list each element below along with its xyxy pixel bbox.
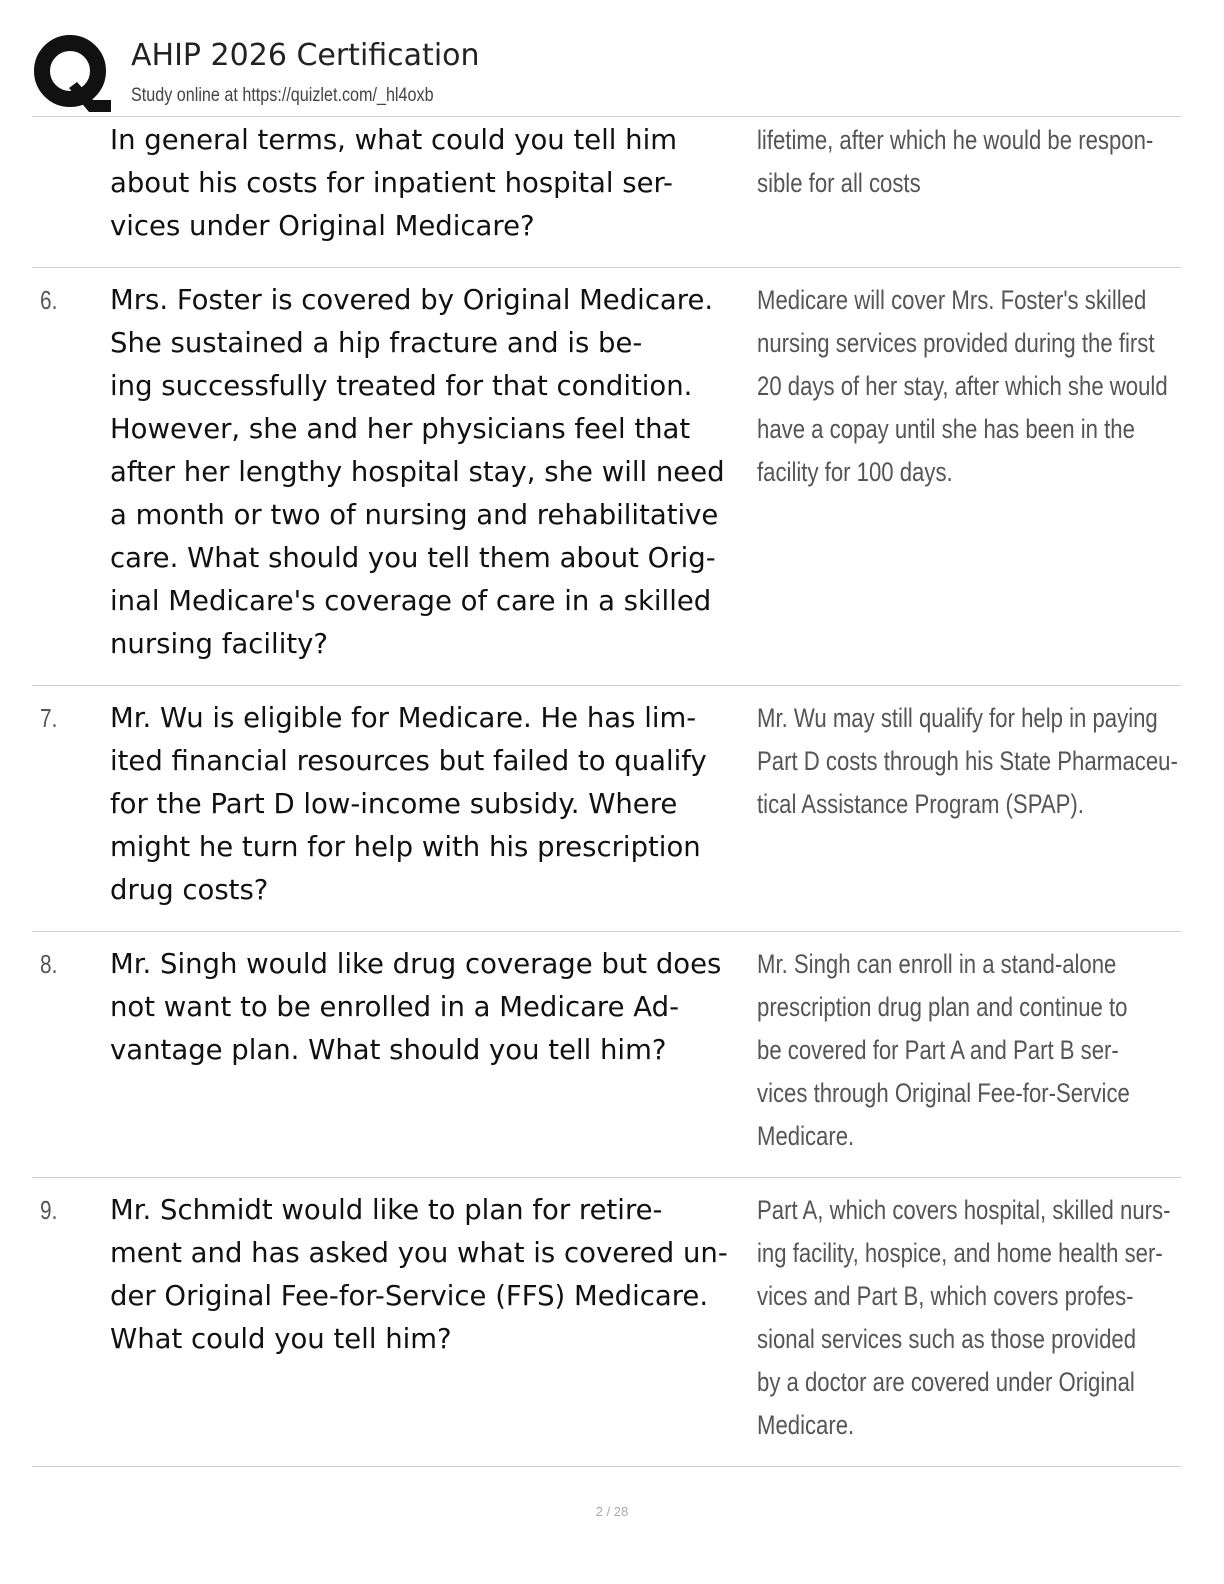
question-line: Mr. Wu is eligible for Medicare. He has lim- xyxy=(110,702,697,734)
question-line: vices under Original Medicare? xyxy=(110,210,535,242)
card-question xyxy=(110,279,760,666)
divider xyxy=(32,116,1181,117)
answer-line: Mr. Wu may still qualify for help in paying xyxy=(757,703,1158,733)
answer-line: vices through Original Fee-for-Service xyxy=(757,1078,1130,1108)
answer-line: Medicare. xyxy=(757,1410,855,1440)
card-question xyxy=(110,119,760,248)
divider xyxy=(32,685,1181,686)
question-line: ing successfully treated for that condition. xyxy=(110,370,693,402)
quizlet-q-logo-icon xyxy=(33,34,111,112)
answer-line: be covered for Part A and Part B ser- xyxy=(757,1035,1119,1065)
answer-line: Part A, which covers hospital, skilled nurs- xyxy=(757,1195,1171,1225)
question-line: Mr. Schmidt would like to plan for retire- xyxy=(110,1194,663,1226)
question-line: inal Medicare's coverage of care in a skilled xyxy=(110,585,712,617)
card-question xyxy=(110,943,760,1072)
question-line: care. What should you tell them about Orig- xyxy=(110,542,716,574)
card-answer xyxy=(757,943,1130,1158)
question-line: In general terms, what could you tell him xyxy=(110,124,678,156)
divider xyxy=(32,931,1181,932)
question-line: ited financial resources but failed to qualify xyxy=(110,745,707,777)
study-online-link-text: Study online at https://quizlet.com/_hl4oxb xyxy=(131,85,434,106)
card-answer xyxy=(757,279,1168,494)
question-line: Mr. Singh would like drug coverage but does xyxy=(110,948,722,980)
divider xyxy=(32,267,1181,268)
question-line: What could you tell him? xyxy=(110,1323,452,1355)
page-header xyxy=(0,0,1224,116)
answer-line: by a doctor are covered under Original xyxy=(757,1367,1135,1397)
answer-line: sible for all costs xyxy=(757,168,921,198)
answer-line: lifetime, after which he would be respon- xyxy=(757,125,1154,155)
answer-line: 20 days of her stay, after which she would xyxy=(757,371,1168,401)
answer-line: Medicare will cover Mrs. Foster's skilled xyxy=(757,285,1147,315)
answer-line: vices and Part B, which covers profes- xyxy=(757,1281,1134,1311)
page-number: 2 / 28 xyxy=(595,1504,629,1519)
answer-line: Medicare. xyxy=(757,1121,855,1151)
card-answer xyxy=(757,697,1178,826)
answer-line: sional services such as those provided xyxy=(757,1324,1137,1354)
question-line: vantage plan. What should you tell him? xyxy=(110,1034,667,1066)
question-line: about his costs for inpatient hospital ser- xyxy=(110,167,673,199)
question-line: Mrs. Foster is covered by Original Medicare. xyxy=(110,284,714,316)
card-number: 9. xyxy=(40,1195,58,1225)
answer-line: have a copay until she has been in the xyxy=(757,414,1135,444)
question-line: However, she and her physicians feel that xyxy=(110,413,691,445)
question-line: after her lengthy hospital stay, she will need xyxy=(110,456,725,488)
card-number: 8. xyxy=(40,949,58,979)
question-line: der Original Fee-for-Service (FFS) Medicare. xyxy=(110,1280,709,1312)
question-line: drug costs? xyxy=(110,874,269,906)
card-question xyxy=(110,1189,760,1361)
question-line: not want to be enrolled in a Medicare Ad- xyxy=(110,991,680,1023)
question-line: a month or two of nursing and rehabilitative xyxy=(110,499,719,531)
card-answer xyxy=(757,1189,1171,1447)
question-line: for the Part D low-income subsidy. Where xyxy=(110,788,678,820)
question-line: nursing facility? xyxy=(110,628,328,660)
divider xyxy=(32,1177,1181,1178)
card-question xyxy=(110,697,760,912)
answer-line: Mr. Singh can enroll in a stand-alone xyxy=(757,949,1117,979)
card-answer xyxy=(757,119,1154,205)
answer-line: tical Assistance Program (SPAP). xyxy=(757,789,1084,819)
card-number: 6. xyxy=(40,285,58,315)
answer-line: Part D costs through his State Pharmaceu- xyxy=(757,746,1178,776)
question-line: might he turn for help with his prescription xyxy=(110,831,701,863)
document-title: AHIP 2026 Certification xyxy=(131,38,480,73)
answer-line: facility for 100 days. xyxy=(757,457,953,487)
question-line: ment and has asked you what is covered un- xyxy=(110,1237,728,1269)
answer-line: nursing services provided during the first xyxy=(757,328,1155,358)
question-line: She sustained a hip fracture and is be- xyxy=(110,327,643,359)
divider xyxy=(32,1466,1181,1467)
card-number: 7. xyxy=(40,703,58,733)
answer-line: ing facility, hospice, and home health ser- xyxy=(757,1238,1163,1268)
answer-line: prescription drug plan and continue to xyxy=(757,992,1128,1022)
